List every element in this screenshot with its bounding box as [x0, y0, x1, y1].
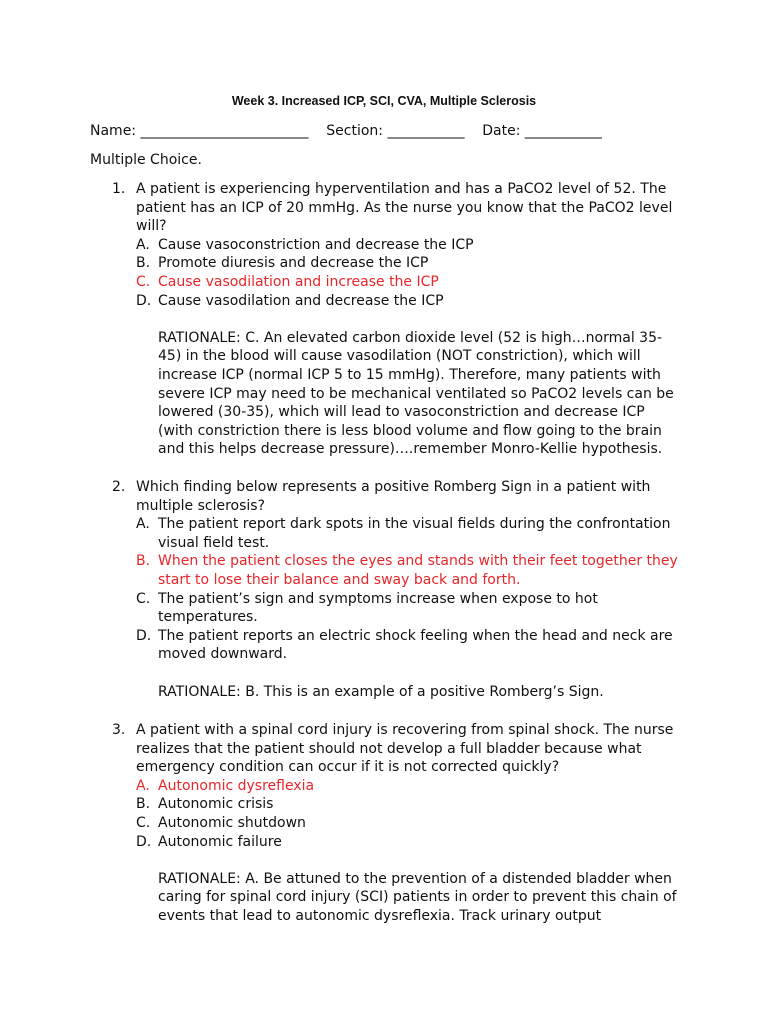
question-number: 2.: [112, 479, 126, 495]
options-list: [136, 236, 682, 310]
option-text: Autonomic dysreflexia: [158, 777, 315, 794]
option-letter: D.: [136, 627, 152, 644]
question-stem: Which finding below represents a positive Romberg Sign in a patient with multiple sclerosis?: [136, 479, 651, 514]
option-c-correct-answer: [136, 273, 682, 292]
options-list: [136, 515, 682, 664]
option-b-correct-answer: [136, 552, 682, 589]
section-label: Multiple Choice.: [90, 152, 202, 168]
option-b: [136, 254, 682, 273]
option-text: The patient report dark spots in the visual fields during the confrontation visual field test.: [158, 516, 671, 551]
option-d: [136, 292, 682, 311]
option-c: [136, 814, 682, 833]
option-text: Cause vasoconstriction and decrease the ICP: [158, 236, 474, 253]
option-d: [136, 627, 682, 664]
option-c: [136, 590, 682, 627]
options-list: [136, 777, 682, 851]
question-stem: A patient is experiencing hyperventilation and has a PaCO2 level of 52. The patient has an ICP of 20 mmHg. As the nurse you know that the PaCO2 level will?: [136, 181, 673, 235]
question-stem: A patient with a spinal cord injury is recovering from spinal shock. The nurse realizes that the patient should not develop a full bladder because what emergency condition can occur if it is not corrected quickly?: [136, 722, 674, 776]
option-text: Autonomic failure: [158, 833, 282, 850]
option-letter: C.: [136, 590, 151, 607]
option-a-correct-answer: [136, 777, 682, 796]
option-d: [136, 833, 682, 852]
rationale-text: RATIONALE: B. This is an example of a positive Romberg’s Sign.: [158, 683, 604, 700]
option-letter: A.: [136, 236, 150, 253]
question-3: [112, 721, 682, 926]
option-letter: B.: [136, 553, 151, 570]
option-b: [136, 795, 682, 814]
rationale-text: RATIONALE: C. An elevated carbon dioxide level (52 is high…normal 35-45) in the blood will cause vasodilation (NOT constriction), which will increase ICP (normal ICP 5 to 15 mmHg). Therefore, many patients with severe ICP may need to be mechanical ventilated so PaCO2 levels can be lowered (30-35), which will lead to vasoconstriction and decrease ICP (with constriction there is less blood volume and flow going to the brain and this helps decrease pressure)….remember Monro-Kellie hypothesis.: [158, 329, 674, 458]
option-letter: D.: [136, 292, 152, 309]
question-number: 3.: [112, 722, 126, 738]
option-text: Autonomic shutdown: [158, 814, 306, 831]
option-text: The patient’s sign and symptoms increase when expose to hot temperatures.: [158, 590, 598, 626]
option-letter: C.: [136, 814, 151, 831]
question-number: 1.: [112, 181, 126, 197]
option-text: Autonomic crisis: [158, 796, 274, 813]
option-letter: C.: [136, 273, 151, 290]
page-title: Week 3. Increased ICP, SCI, CVA, Multiple Sclerosis: [231, 94, 537, 108]
option-text: When the patient closes the eyes and stands with their feet together they start to lose their balance and sway back and forth.: [158, 553, 678, 588]
option-letter: D.: [136, 833, 152, 850]
option-letter: B.: [136, 255, 151, 272]
name-section-date-line: Name: ________________________ Section: ___________ Date: ___________: [90, 123, 602, 139]
option-letter: A.: [136, 516, 150, 533]
option-text: The patient reports an electric shock feeling when the head and neck are moved downward.: [158, 627, 673, 663]
question-1: [112, 180, 682, 459]
rationale-text: RATIONALE: A. Be attuned to the prevention of a distended bladder when caring for spinal cord injury (SCI) patients in order to prevent this chain of events that lead to autonomic dysreflexia. Track urinary output: [158, 870, 677, 924]
question-2: [112, 478, 682, 701]
option-letter: A.: [136, 777, 150, 794]
option-text: Cause vasodilation and increase the ICP: [158, 273, 439, 290]
option-letter: B.: [136, 796, 151, 813]
option-a: [136, 515, 682, 552]
option-a: [136, 236, 682, 255]
option-text: Promote diuresis and decrease the ICP: [158, 255, 429, 272]
option-text: Cause vasodilation and decrease the ICP: [158, 292, 444, 309]
